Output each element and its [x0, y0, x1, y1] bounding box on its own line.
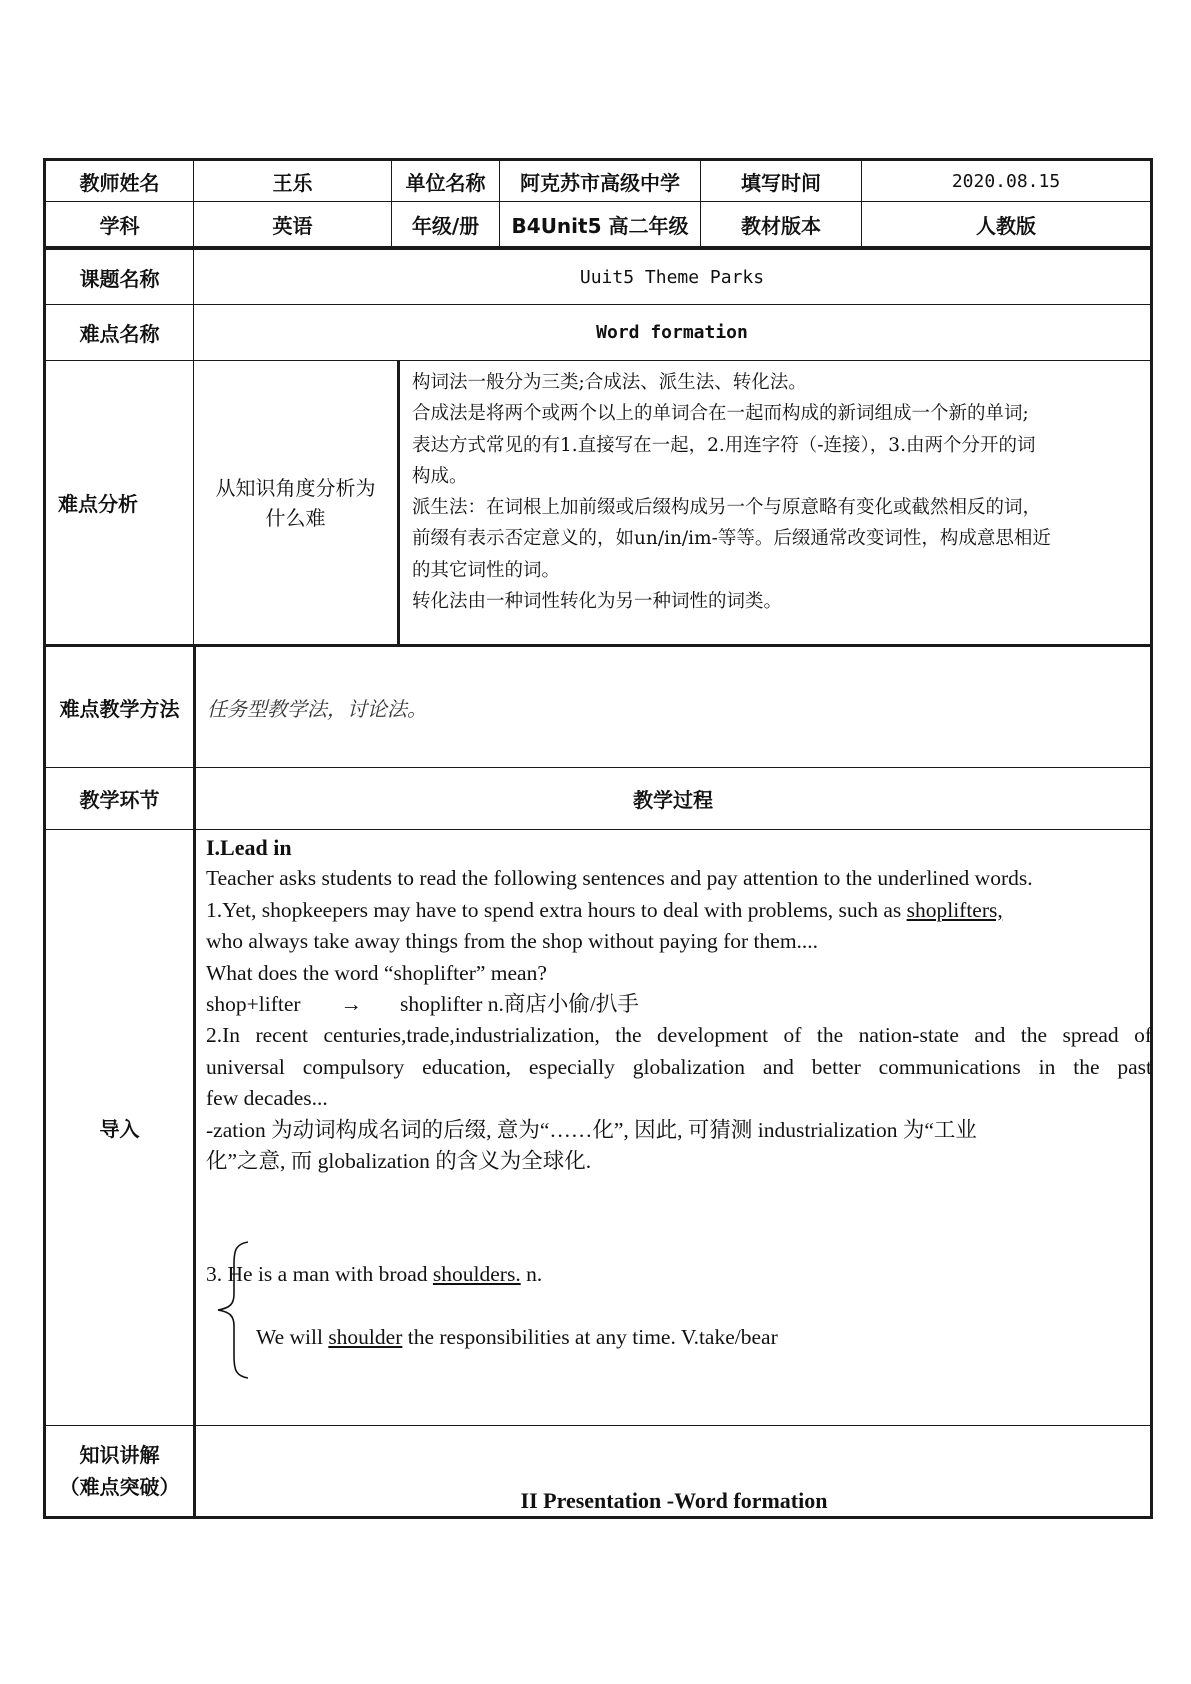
presentation-title: II Presentation -Word formation — [520, 1488, 828, 1513]
underlined-word: shoplifters, — [906, 897, 1003, 922]
lead-in-line: who always take away things from the shop without paying for them.... — [206, 929, 819, 954]
topic-value: Uuit5 Theme Parks — [193, 247, 1153, 305]
grade-label: 年级/册 — [391, 201, 500, 247]
example-3-line1 — [206, 1262, 542, 1287]
lead-in-line: universal compulsory education, especially globalization and better communications in the past — [206, 1054, 1152, 1079]
lead-in-content — [206, 832, 1152, 1177]
example-number: 3. — [206, 1262, 228, 1286]
lead-in-line: Teacher asks students to read the following sentences and pay attention to the underlined words. — [206, 866, 1033, 891]
analysis-angle-line2: 什么难 — [265, 505, 326, 530]
unit-name-value: 阿克苏市高级中学 — [499, 158, 701, 202]
difficulty-value: Word formation — [193, 304, 1153, 361]
knowledge-label-cell — [43, 1425, 194, 1519]
textbook-value: 人教版 — [861, 201, 1153, 247]
example-text: n. — [520, 1262, 543, 1286]
analysis-angle-cell — [193, 360, 398, 645]
analysis-line: 构成。 — [412, 465, 468, 487]
analysis-line: 合成法是将两个或两个以上的单词合在一起而构成的新词组成一个新的单词; — [412, 403, 1029, 425]
analysis-line: 派生法：在词根上加前缀或后缀构成另一个与原意略有变化或截然相反的词， — [412, 497, 1042, 519]
lead-in-line — [206, 989, 1152, 1020]
analysis-line: 构词法一般分为三类;合成法、派生法、转化法。 — [412, 372, 807, 393]
method-value: 任务型教学法，讨论法。 — [207, 697, 427, 721]
unit-name-label: 单位名称 — [391, 158, 500, 202]
lead-in-line: What does the word “shoplifter” mean? — [206, 960, 547, 985]
curly-brace-icon — [210, 1240, 250, 1380]
subject-label: 学科 — [43, 201, 194, 247]
example-text: the responsibilities at any time. V.take/bear — [402, 1325, 778, 1349]
grade-value: B4Unit5 高二年级 — [499, 201, 701, 247]
word-parts: shop+lifter — [206, 991, 301, 1016]
lead-in-line: -zation 为动词构成名词的后缀, 意为“……化”, 因此, 可猜测 industrialization 为“工业 — [206, 1117, 977, 1142]
example-text: We will — [256, 1325, 329, 1349]
analysis-angle-line1: 从知识角度分析为 — [215, 475, 376, 500]
arrow-icon: → — [340, 991, 363, 1016]
analysis-text — [412, 367, 1152, 617]
lead-in-line: few decades... — [206, 1086, 328, 1111]
analysis-label: 难点分析 — [43, 360, 194, 645]
fill-date-value: 2020.08.15 — [861, 158, 1153, 202]
example-3-line2 — [256, 1325, 778, 1350]
analysis-line: 的其它词性的词。 — [412, 559, 561, 581]
process-label: 教学环节 — [43, 767, 194, 830]
method-label: 难点教学方法 — [43, 644, 194, 768]
analysis-line: 前缀有表示否定意义的，如un/in/im-等等。后缀通常改变词性，构成意思相近 — [412, 528, 1051, 550]
difficulty-label: 难点名称 — [43, 304, 194, 361]
fill-date-label: 填写时间 — [700, 158, 862, 202]
teacher-name-label: 教师姓名 — [43, 158, 194, 202]
teacher-name-value: 王乐 — [193, 158, 392, 202]
lead-in-line — [206, 895, 1152, 926]
example-text: He is a man with broad — [227, 1262, 433, 1286]
lead-in-title: I.Lead in — [206, 835, 292, 860]
intro-label: 导入 — [43, 829, 194, 1426]
analysis-line: 转化法由一种词性转化为另一种词性的词类。 — [412, 591, 783, 613]
knowledge-sublabel: （难点突破） — [59, 1475, 180, 1499]
lead-in-line: 2.In recent centuries,trade,industrialization, the development of the nation-state and the spread of — [206, 1023, 1152, 1048]
lead-in-text: 1.Yet, shopkeepers may have to spend extra hours to deal with problems, such as — [206, 897, 907, 922]
topic-label: 课题名称 — [43, 247, 194, 305]
analysis-line: 表达方式常见的有1.直接写在一起，2.用连字符（-连接），3.由两个分开的词 — [412, 434, 1036, 456]
knowledge-label: 知识讲解 — [79, 1443, 160, 1467]
word-meaning: shoplifter n.商店小偷/扒手 — [400, 991, 639, 1016]
underlined-word: shoulder — [328, 1325, 403, 1349]
textbook-label: 教材版本 — [700, 201, 862, 247]
underlined-word: shoulders. — [432, 1262, 521, 1286]
subject-value: 英语 — [193, 201, 392, 247]
process-value: 教学过程 — [193, 767, 1153, 830]
lead-in-line: 化”之意, 而 globalization 的含义为全球化. — [206, 1148, 592, 1173]
